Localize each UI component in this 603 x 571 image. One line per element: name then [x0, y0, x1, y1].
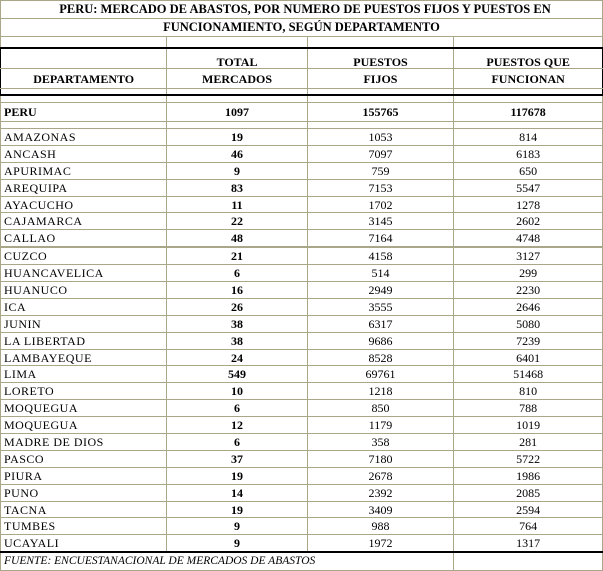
department-name: MOQUEGUA: [1, 417, 167, 434]
puestos-funcionan: 6401: [454, 349, 603, 366]
puestos-fijos: 1218: [307, 383, 454, 400]
total-name: PERU: [1, 103, 167, 122]
puestos-funcionan: 7239: [454, 332, 603, 349]
puestos-funcionan: 1986: [454, 467, 603, 484]
department-name: CUZCO: [1, 247, 167, 264]
blank-row: [1, 37, 603, 49]
total-mercados: 1097: [167, 103, 307, 122]
puestos-funcionan: 2085: [454, 484, 603, 501]
puestos-funcionan: 2230: [454, 282, 603, 299]
total-mercados: 48: [167, 230, 307, 247]
table-row: [1, 332, 603, 349]
department-name: LORETO: [1, 383, 167, 400]
puestos-fijos: 2949: [307, 282, 454, 299]
puestos-funcionan: 764: [454, 518, 603, 535]
table-row: [1, 282, 603, 299]
total-mercados: 11: [167, 196, 307, 213]
table-row: [1, 501, 603, 518]
total-mercados: 549: [167, 366, 307, 383]
table-row: [1, 298, 603, 315]
puestos-funcionan: 810: [454, 383, 603, 400]
header-funcionan-2: FUNCIONAN: [454, 69, 603, 89]
puestos-funcionan: 281: [454, 434, 603, 451]
department-name: AMAZONAS: [1, 129, 167, 146]
puestos-funcionan: 299: [454, 265, 603, 282]
header-row-1: [1, 48, 603, 69]
puestos-fijos: 4158: [307, 247, 454, 264]
title-line-1: PERU: MERCADO DE ABASTOS, POR NUMERO DE PUESTOS FIJOS Y PUESTOS EN: [1, 1, 603, 19]
department-name: LIMA: [1, 366, 167, 383]
table-row: [1, 349, 603, 366]
puestos-funcionan: 650: [454, 162, 603, 179]
total-mercados: 38: [167, 332, 307, 349]
department-name: ICA: [1, 298, 167, 315]
puestos-funcionan: 788: [454, 400, 603, 417]
puestos-funcionan: 1317: [454, 535, 603, 552]
table-row: [1, 213, 603, 230]
department-name: APURIMAC: [1, 162, 167, 179]
puestos-fijos: 3145: [307, 213, 454, 230]
puestos-fijos: 358: [307, 434, 454, 451]
title-line-2: FUNCIONAMIENTO, SEGÚN DEPARTAMENTO: [1, 19, 603, 37]
department-name: TACNA: [1, 501, 167, 518]
table-row: [1, 535, 603, 552]
total-mercados: 19: [167, 129, 307, 146]
total-row: [1, 103, 603, 122]
puestos-fijos: 1972: [307, 535, 454, 552]
puestos-fijos: 2392: [307, 484, 454, 501]
total-mercados: 24: [167, 349, 307, 366]
puestos-fijos: 7164: [307, 230, 454, 247]
total-mercados: 38: [167, 315, 307, 332]
department-name: ANCASH: [1, 145, 167, 162]
total-mercados: 22: [167, 213, 307, 230]
table-row: [1, 400, 603, 417]
total-mercados: 6: [167, 265, 307, 282]
puestos-funcionan: 5080: [454, 315, 603, 332]
total-mercados: 26: [167, 298, 307, 315]
total-mercados: 21: [167, 247, 307, 264]
table-row: [1, 434, 603, 451]
total-mercados: 46: [167, 145, 307, 162]
puestos-funcionan: 4748: [454, 230, 603, 247]
puestos-funcionan: 814: [454, 129, 603, 146]
source-note: FUENTE: ENCUESTANACIONAL DE MERCADOS DE ABASTOS: [1, 552, 454, 571]
puestos-funcionan: 3127: [454, 247, 603, 264]
table-row: [1, 366, 603, 383]
table-row: [1, 179, 603, 196]
department-name: HUANUCO: [1, 282, 167, 299]
header-funcionan: PUESTOS QUE: [454, 48, 603, 69]
table-row: [1, 467, 603, 484]
puestos-funcionan: 51468: [454, 366, 603, 383]
puestos-fijos: 3409: [307, 501, 454, 518]
department-name: LA LIBERTAD: [1, 332, 167, 349]
puestos-fijos: 9686: [307, 332, 454, 349]
puestos-funcionan: 1278: [454, 196, 603, 213]
total-mercados: 6: [167, 434, 307, 451]
table-row: [1, 196, 603, 213]
table-row: [1, 129, 603, 146]
total-mercados: 19: [167, 467, 307, 484]
puestos-funcionan: 6183: [454, 145, 603, 162]
puestos-fijos: 988: [307, 518, 454, 535]
department-name: MADRE DE DIOS: [1, 434, 167, 451]
total-fijos: 155765: [307, 103, 454, 122]
department-name: LAMBAYEQUE: [1, 349, 167, 366]
puestos-fijos: 1702: [307, 196, 454, 213]
total-mercados: 14: [167, 484, 307, 501]
puestos-funcionan: 1019: [454, 417, 603, 434]
department-name: PASCO: [1, 450, 167, 467]
puestos-fijos: 7153: [307, 179, 454, 196]
total-mercados: 10: [167, 383, 307, 400]
puestos-fijos: 7097: [307, 145, 454, 162]
puestos-funcionan: 2646: [454, 298, 603, 315]
department-name: UCAYALI: [1, 535, 167, 552]
table-row: [1, 315, 603, 332]
department-name: TUMBES: [1, 518, 167, 535]
table-row: [1, 230, 603, 247]
department-name: JUNIN: [1, 315, 167, 332]
total-mercados: 37: [167, 450, 307, 467]
header-fijos: PUESTOS: [307, 48, 454, 69]
puestos-fijos: 6317: [307, 315, 454, 332]
table-row: [1, 383, 603, 400]
department-name: PUNO: [1, 484, 167, 501]
total-funcionan: 117678: [454, 103, 603, 122]
blank-row: [1, 122, 603, 129]
total-mercados: 9: [167, 518, 307, 535]
total-mercados: 16: [167, 282, 307, 299]
header-fijos-2: FIJOS: [307, 69, 454, 89]
puestos-fijos: 7180: [307, 450, 454, 467]
table-row: [1, 162, 603, 179]
puestos-fijos: 69761: [307, 366, 454, 383]
puestos-fijos: 3555: [307, 298, 454, 315]
total-mercados: 83: [167, 179, 307, 196]
department-name: AREQUIPA: [1, 179, 167, 196]
table-row: [1, 417, 603, 434]
total-mercados: 9: [167, 162, 307, 179]
title-row-2: [1, 19, 603, 37]
blank-row: [1, 95, 603, 103]
puestos-fijos: 1179: [307, 417, 454, 434]
department-name: HUANCAVELICA: [1, 265, 167, 282]
department-name: PIURA: [1, 467, 167, 484]
puestos-fijos: 2678: [307, 467, 454, 484]
header-total: TOTAL: [167, 48, 307, 69]
header-mercados: MERCADOS: [167, 69, 307, 89]
total-mercados: 6: [167, 400, 307, 417]
total-mercados: 9: [167, 535, 307, 552]
puestos-funcionan: 5547: [454, 179, 603, 196]
table-row: [1, 518, 603, 535]
table-row: [1, 247, 603, 264]
puestos-funcionan: 2602: [454, 213, 603, 230]
title-row-1: [1, 1, 603, 19]
puestos-fijos: 1053: [307, 129, 454, 146]
puestos-fijos: 759: [307, 162, 454, 179]
table-row: [1, 484, 603, 501]
footer-row: [1, 552, 603, 571]
table-row: [1, 145, 603, 162]
header-departamento: DEPARTAMENTO: [1, 69, 167, 89]
total-mercados: 12: [167, 417, 307, 434]
puestos-fijos: 514: [307, 265, 454, 282]
department-name: CALLAO: [1, 230, 167, 247]
table-row: [1, 265, 603, 282]
table-row: [1, 450, 603, 467]
puestos-fijos: 8528: [307, 349, 454, 366]
department-name: CAJAMARCA: [1, 213, 167, 230]
puestos-funcionan: 5722: [454, 450, 603, 467]
header-row-2: [1, 69, 603, 89]
total-mercados: 19: [167, 501, 307, 518]
department-name: AYACUCHO: [1, 196, 167, 213]
department-name: MOQUEGUA: [1, 400, 167, 417]
puestos-fijos: 850: [307, 400, 454, 417]
puestos-funcionan: 2594: [454, 501, 603, 518]
